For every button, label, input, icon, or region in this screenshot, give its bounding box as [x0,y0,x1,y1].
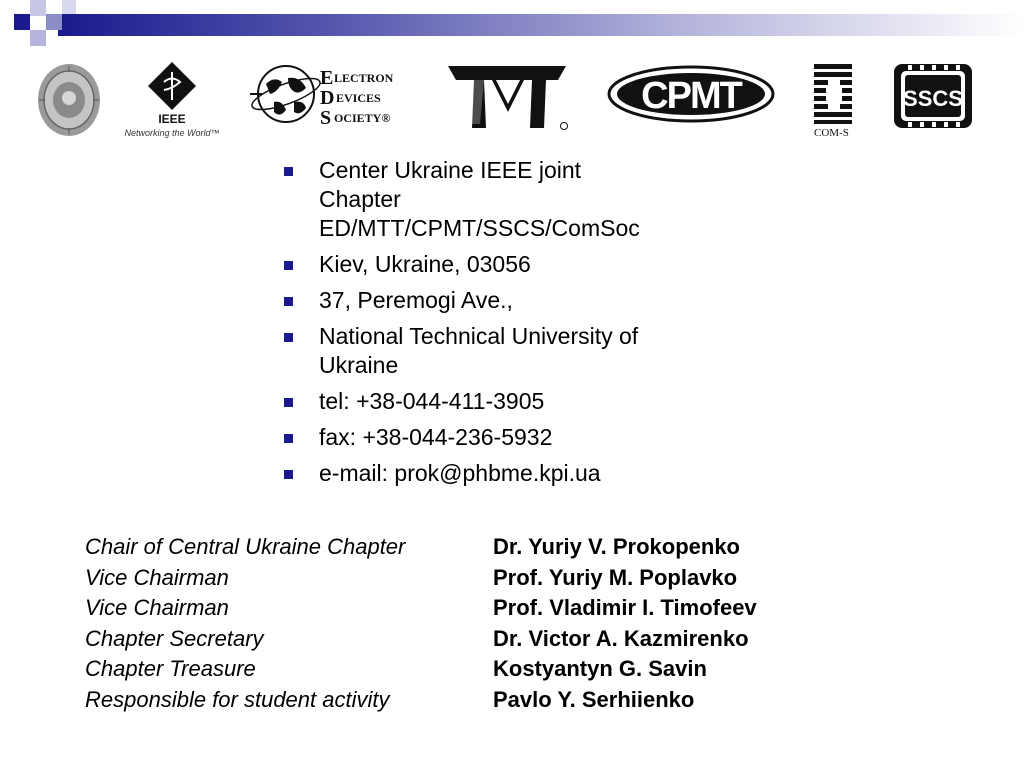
officer-row [85,685,805,716]
cpmt-wordmark: CPMT [641,75,741,117]
header-square [30,30,46,46]
contact-line: Ukraine [319,352,399,378]
officer-row [85,532,805,563]
square-bullet-icon [284,333,293,342]
electron-devices-society-logo [248,62,400,128]
header-square [46,14,62,30]
contact-item [284,459,724,488]
contact-line: ED/MTT/CPMT/SSCS/ComSoc [319,215,640,241]
contact-item [284,387,724,416]
contact-item [284,156,724,243]
contact-line: 37, Peremogi Ave., [319,287,513,313]
eds-word: LECTRON [334,71,394,85]
contact-line: e-mail: prok@phbme.kpi.ua [319,460,601,486]
contact-item [284,322,724,380]
officer-role: Vice Chairman [85,564,229,590]
officer-name: Dr. Yuriy V. Prokopenko [493,534,740,559]
square-bullet-icon [284,167,293,176]
officer-role: Chapter Secretary [85,625,264,651]
society-logos-strip [0,58,1024,142]
eds-word: EVICES [336,91,381,105]
mtt-logo [444,62,570,132]
officer-role: Responsible for student activity [85,686,390,712]
officer-name: Pavlo Y. Serhiienko [493,686,695,712]
officer-role: Chair of Central Ukraine Chapter [85,534,406,559]
contact-line: fax: +38-044-236-5932 [319,424,553,450]
officer-role: Chapter Treasure [85,656,256,681]
cpmt-logo [606,64,776,124]
coms-caption: COM-S [814,127,849,138]
chapter-officers [85,532,805,715]
square-bullet-icon [284,297,293,306]
eds-initial: E [320,67,334,89]
officer-name: Kostyantyn G. Savin [493,656,707,681]
ieee-tagline: Networking the World™ [124,128,220,138]
officer-row [85,654,805,685]
sscs-logo [892,62,974,130]
square-bullet-icon [284,470,293,479]
officer-row [85,624,805,655]
officer-name: Dr. Victor A. Kazmirenko [493,625,749,651]
square-bullet-icon [284,434,293,443]
chapter-contact-list [284,156,724,495]
contact-item [284,423,724,452]
sscs-wordmark: SSCS [903,86,963,111]
officer-row [85,593,805,624]
contact-line: Chapter [319,186,401,212]
officer-name: Prof. Yuriy M. Poplavko [493,564,738,590]
square-bullet-icon [284,261,293,270]
contact-line: Center Ukraine IEEE joint [319,157,582,183]
contact-line: Kiev, Ukraine, 03056 [319,251,531,277]
contact-line: tel: +38-044-411-3905 [319,388,545,414]
officer-name: Prof. Vladimir I. Timofeev [493,595,757,620]
header-square [30,0,46,16]
eds-word: OCIETY® [334,111,391,125]
contact-item [284,286,724,315]
ieee-logo [122,60,224,140]
header-gradient-bar [58,14,1024,36]
eds-initial: S [320,107,332,128]
university-seal-logo [36,62,102,138]
eds-initial: D [320,87,335,109]
officer-row [85,563,805,594]
header-square [62,0,76,14]
header-square [14,14,30,30]
officer-role: Vice Chairman [85,595,229,620]
ieee-wordmark: IEEE [158,112,186,126]
contact-item [284,250,724,279]
comsoc-logo [812,62,856,138]
contact-line: National Technical University of [319,323,639,349]
square-bullet-icon [284,398,293,407]
